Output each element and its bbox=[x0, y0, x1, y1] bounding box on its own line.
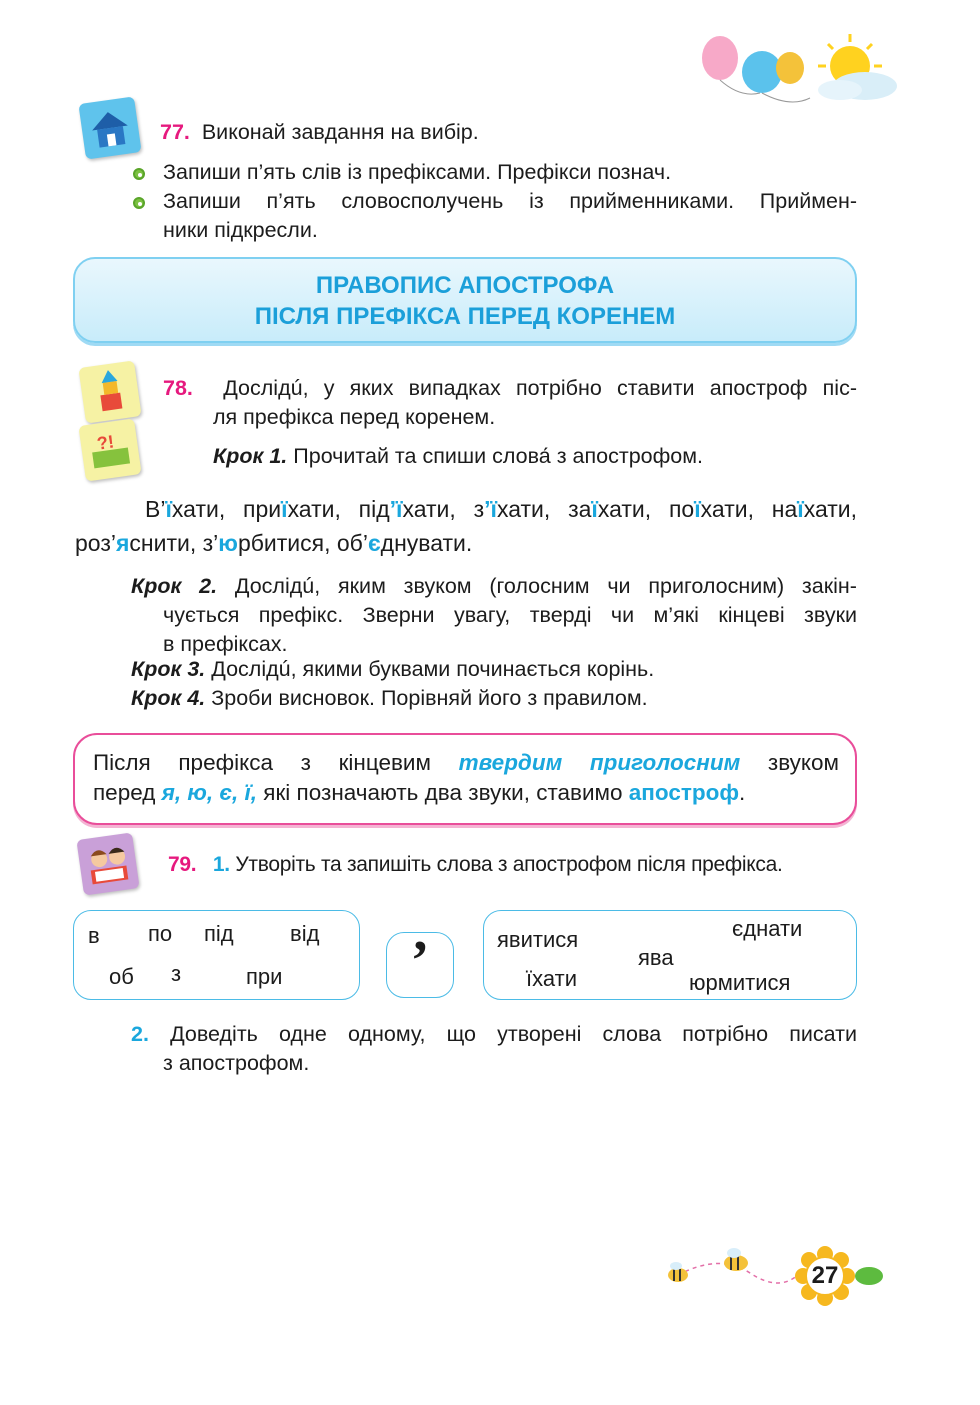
task-number: 79. bbox=[168, 853, 197, 876]
prefix-word: від bbox=[290, 921, 320, 946]
prefix-word: під bbox=[204, 921, 234, 946]
step-2: Крок 2. Дослідú, яким звуком (голосним чи приголосним) закін- bbox=[131, 574, 857, 598]
prefix-word: в bbox=[88, 923, 100, 948]
root-word: єднати bbox=[732, 916, 803, 941]
prefix-word: при bbox=[246, 964, 283, 989]
word: приїхати, bbox=[243, 496, 341, 522]
step-2-cont: чується префікс. Зверни увагу, тверді чи м’які кінцеві звуки bbox=[163, 603, 857, 627]
task-79-sub-2: 2. Доведіть одне одному, що утворені слова потрібно писати bbox=[131, 1022, 858, 1046]
word: заїхати, bbox=[568, 496, 652, 522]
yellow-balloon-icon bbox=[776, 52, 804, 84]
task-79-header: 79. 1. Утворіть та запишіть слова з апострофом після префікса. bbox=[168, 853, 783, 876]
root-word: їхати bbox=[526, 966, 577, 991]
word: з’їхати, bbox=[473, 496, 551, 522]
task-77-item-2-cont: ники підкресли. bbox=[163, 218, 318, 242]
word: наїхати, bbox=[771, 496, 858, 522]
heading-line-1: ПРАВОПИС АПОСТРОФА bbox=[315, 272, 615, 299]
section-heading bbox=[73, 257, 857, 343]
bee-icon bbox=[668, 1262, 688, 1282]
bullet-icon bbox=[133, 168, 145, 180]
task-number: 77. bbox=[160, 120, 190, 144]
prefix-word: об bbox=[109, 964, 134, 989]
rule-line-2: перед я, ю, є, ї, які позначають два звуки, ставимо апостроф. bbox=[93, 780, 746, 805]
word: з’юрбитися, bbox=[202, 530, 331, 556]
bullet-icon bbox=[133, 197, 145, 209]
balloons-sun-illustration bbox=[690, 28, 905, 118]
svg-text:?!: ?! bbox=[95, 431, 116, 454]
apostrophe-box bbox=[386, 932, 454, 998]
page-number: 27 bbox=[811, 1262, 839, 1289]
word: об’єднувати. bbox=[336, 530, 473, 556]
prefixes-box bbox=[73, 910, 360, 1000]
word: роз’яснити, bbox=[75, 530, 197, 556]
word: поїхати, bbox=[668, 496, 754, 522]
blue-balloon-icon bbox=[742, 51, 782, 93]
task-78-line-2: ля префікса перед коренем. bbox=[213, 405, 496, 429]
root-word: юрмитися bbox=[689, 970, 791, 995]
prefix-word: по bbox=[148, 921, 173, 946]
rule-box bbox=[73, 733, 857, 825]
children-reading-icon bbox=[76, 832, 139, 895]
step-4: Крок 4. Зроби висновок. Порівняй його з правилом. bbox=[131, 686, 648, 710]
task-79-sub-2-cont: з апострофом. bbox=[163, 1051, 310, 1075]
step-1: Крок 1. Прочитай та спиши слова́ з апострофом. bbox=[213, 444, 704, 468]
apostrophe-symbol: ’ bbox=[410, 930, 430, 992]
pink-balloon-icon bbox=[702, 36, 738, 80]
word: В’їхати, bbox=[145, 496, 226, 522]
word-list bbox=[75, 492, 857, 560]
task-77-item-2: Запиши п’ять словосполучень із прийменниками. Приймен- bbox=[163, 189, 857, 213]
rule-line-1: Після префікса з кінцевим твердим приголосним звуком bbox=[93, 750, 839, 775]
task-77-header bbox=[160, 118, 479, 147]
task-77-item-1: Запиши п’ять слів із префіксами. Префікси познач. bbox=[163, 160, 672, 184]
prefix-word: з bbox=[171, 961, 182, 986]
toy-blocks-icon bbox=[78, 360, 141, 423]
task-number: 78. bbox=[163, 376, 193, 400]
task-title: Виконай завдання на вибір. bbox=[201, 120, 479, 144]
heading-line-2: ПІСЛЯ ПРЕФІКСА ПЕРЕД КОРЕНЕМ bbox=[254, 303, 676, 330]
step-2-cont-2: в префіксах. bbox=[163, 632, 288, 656]
leaf-icon bbox=[855, 1267, 883, 1285]
house-icon bbox=[78, 96, 141, 159]
step-3: Крок 3. Дослідú, якими буквами починається корінь. bbox=[131, 657, 655, 681]
bee-icon bbox=[724, 1248, 748, 1271]
question-exclaim-icon bbox=[78, 418, 141, 481]
word: під’їхати, bbox=[358, 496, 456, 522]
task-78-line-1: 78. Дослідú, у яких випадках потрібно ставити апостроф піс- bbox=[163, 376, 857, 400]
root-word: явитися bbox=[497, 927, 579, 952]
roots-box bbox=[483, 910, 857, 1000]
root-word: ява bbox=[638, 945, 674, 970]
